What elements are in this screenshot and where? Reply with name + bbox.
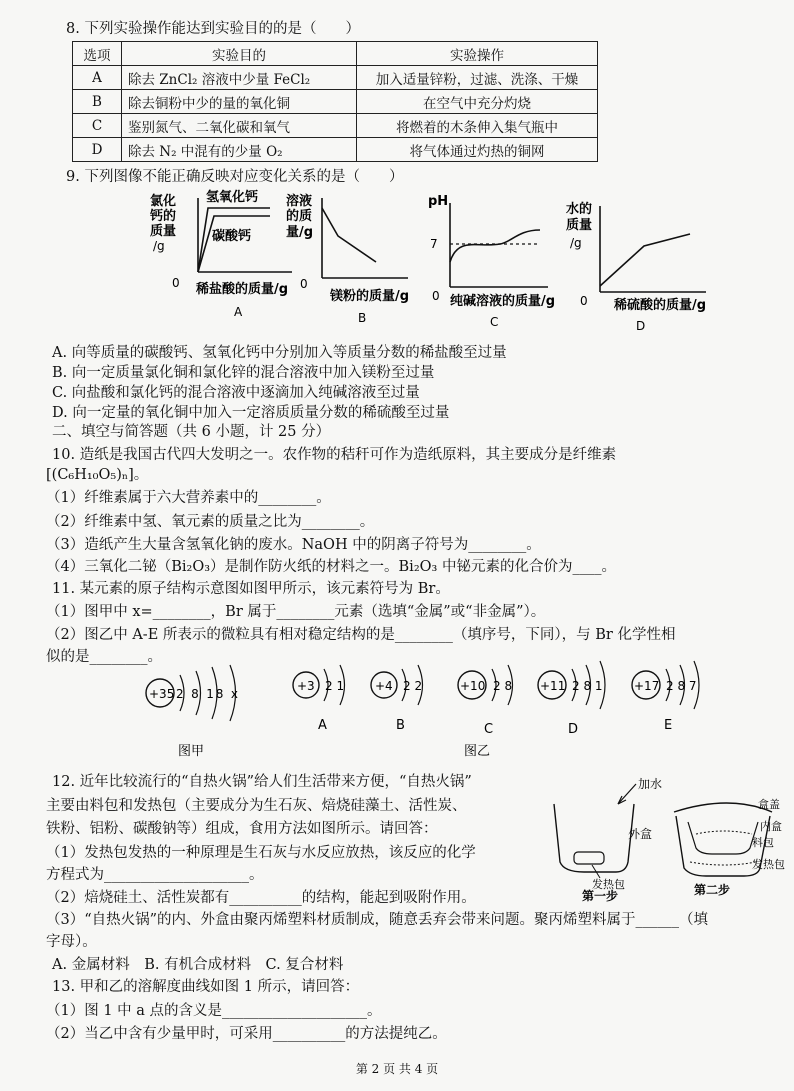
graph-c-ref: 7	[430, 237, 438, 251]
graph-d-ylabel: 水的	[566, 202, 593, 217]
q11-stem: 11. 某元素的原子结构示意图如图甲所示，该元素符号为 Br。	[52, 581, 450, 597]
graph-a	[150, 189, 292, 319]
nucleus-charge: +35	[149, 687, 175, 701]
inner-box	[688, 822, 758, 854]
row-operation: 在空气中充分灼烧	[357, 90, 598, 114]
label-heat-pack: 发热包	[592, 878, 625, 891]
q13-part-1: （1）图 1 中 a 点的含义是____________________。	[46, 1003, 382, 1019]
atom-label: C	[484, 722, 494, 737]
atom-label: B	[396, 718, 405, 733]
heat-pack	[574, 852, 604, 864]
graph-a-origin: 0	[172, 276, 180, 290]
q9-graphs	[0, 0, 794, 340]
curve-calcium-carbonate	[198, 216, 270, 272]
graph-a-curve-label: 碳酸钙	[212, 229, 252, 244]
curve-ph	[450, 230, 540, 262]
row-option: B	[73, 90, 122, 114]
graph-c-origin: 0	[432, 289, 440, 303]
q10-part-4: （4）三氧化二铋（Bi₂O₃）是制作防火纸的材料之一。Bi₂O₃ 中铋元素的化合价为____。	[46, 559, 616, 575]
atom-br	[146, 665, 238, 721]
q9-option-b: B. 向一定质量氯化铜和氯化锌的混合溶液中加入镁粉至过量	[52, 365, 435, 381]
row-goal: 除去 N₂ 中混有的少量 O₂	[122, 138, 357, 162]
row-option: D	[73, 138, 122, 162]
graph-b-xlabel: 镁粉的质量/g	[330, 289, 410, 304]
graph-d	[566, 201, 706, 333]
graph-c-xlabel: 纯碱溶液的质量/g	[450, 294, 556, 309]
graph-d-letter: D	[636, 319, 646, 333]
q10-part-1: （1）纤维素属于六大营养素中的________。	[46, 490, 331, 506]
shell-electrons: 2 1	[325, 679, 345, 693]
q9-option-a: A. 向等质量的碳酸钙、氢氧化钙中分别加入等质量分数的稀盐酸至过量	[52, 345, 507, 361]
graph-c-ylabel: pH	[428, 194, 449, 209]
atom-label: E	[664, 718, 673, 733]
q12-line-3: 铁粉、铝粉、碳酸钠等）组成，食用方法如图所示。请回答：	[46, 821, 438, 837]
q10-part-3: （3）造纸产生大量含氢氧化钠的废水。NaOH 中的阴离子符号为________。	[46, 537, 541, 553]
q12-hotpot-figure	[540, 772, 790, 902]
graph-a-ylabel: 钙的	[150, 209, 177, 224]
label-outer-box: 外盒	[628, 827, 653, 841]
shell-electrons: 2 8 1	[572, 679, 603, 693]
graph-d-origin: 0	[580, 294, 588, 308]
label-step-2: 第二步	[694, 883, 731, 897]
graph-a-unit: /g	[153, 239, 165, 253]
atom-d	[538, 661, 605, 737]
graph-c	[428, 194, 555, 329]
row-operation: 将气体通过灼热的铜网	[357, 138, 598, 162]
q13-stem: 13. 甲和乙的溶解度曲线如图 1 所示，请回答：	[52, 979, 360, 995]
shell-electrons: 2 8 18 x	[176, 687, 238, 701]
section-2-title: 二、填空与简答题（共 6 小题，计 25 分）	[52, 424, 331, 440]
atom-c	[458, 665, 513, 737]
row-goal: 除去铜粉中少的量的氧化铜	[122, 90, 357, 114]
curve-solution-mass	[322, 208, 376, 262]
q11-part-1: （1）图甲中 x=________，Br 属于________元素（选填“金属”或“非金属”）。	[46, 604, 546, 620]
shell-electrons: 2 8 7	[666, 679, 697, 693]
graph-b-ylabel: 的质	[286, 209, 313, 224]
q10-stem: 10. 造纸是我国古代四大发明之一。农作物的秸秆可作为造纸原料，其主要成分是纤维素	[52, 447, 617, 463]
shell-electrons: 2 2	[403, 679, 423, 693]
q11-part-2-cont: 似的是________。	[46, 649, 162, 665]
q10-formula: [(C₆H₁₀O₅)ₙ]。	[46, 467, 149, 483]
label-heat-pack-2: 发热包	[752, 858, 785, 871]
q9-stem: 9. 下列图像不能正确反映对应变化关系的是（ ）	[66, 169, 404, 185]
graph-d-ylabel: 质量	[566, 218, 593, 233]
nucleus-charge: +10	[460, 679, 486, 693]
label-step-1: 第一步	[582, 889, 619, 902]
q10-part-2: （2）纤维素中氢、氧元素的质量之比为________。	[46, 514, 375, 530]
graph-a-xlabel: 稀盐酸的质量/g	[196, 282, 289, 297]
row-goal: 除去 ZnCl₂ 溶液中少量 FeCl₂	[122, 66, 357, 90]
graph-d-unit: /g	[570, 236, 582, 250]
graph-b	[286, 193, 409, 325]
q11-atom-diagrams	[0, 655, 794, 765]
label-add-water: 加水	[638, 777, 663, 791]
atom-a	[293, 665, 345, 733]
page-footer: 第 2 页 共 4 页	[355, 1062, 439, 1076]
figure-label-jia: 图甲	[178, 744, 205, 759]
atom-label: A	[318, 718, 327, 733]
label-lid: 盒盖	[758, 798, 780, 811]
q9-option-c: C. 向盐酸和氯化钙的混合溶液中逐滴加入纯碱溶液至过量	[52, 385, 420, 401]
q12-part-1-cont: 方程式为____________________。	[46, 867, 264, 883]
q12-part-3: （3）“自热火锅”的内、外盒由聚丙烯塑料材质制成，随意丢弃会带来问题。聚丙烯塑料属于______（填	[46, 912, 709, 928]
graph-d-xlabel: 稀硫酸的质量/g	[614, 298, 707, 313]
graph-a-letter: A	[234, 305, 243, 319]
row-goal: 鉴别氮气、二氧化碳和氧气	[122, 114, 357, 138]
atom-b	[371, 665, 423, 733]
graph-b-origin: 0	[300, 277, 308, 291]
label-inner-box: 内盒	[760, 820, 782, 833]
graph-b-ylabel: 量/g	[286, 225, 314, 240]
graph-a-ylabel: 质量	[150, 224, 177, 239]
q13-part-2: （2）当乙中含有少量甲时，可采用__________的方法提纯乙。	[46, 1026, 447, 1042]
atom-e	[632, 661, 699, 733]
q12-line-2: 主要由料包和发热包（主要成分为生石灰、焙烧硅藻土、活性炭、	[46, 798, 467, 814]
header-option: 选项	[73, 42, 122, 66]
graph-a-curve-label: 氢氧化钙	[206, 190, 259, 205]
q12-part-1: （1）发热包发热的一种原理是生石灰与水反应放热，该反应的化学	[46, 845, 476, 861]
row-operation: 将燃着的木条伸入集气瓶中	[357, 114, 598, 138]
label-food-pack: 料包	[752, 836, 774, 849]
row-operation: 加入适量锌粉，过滤、洗涤、干燥	[357, 66, 598, 90]
q8-stem: 8. 下列实验操作能达到实验目的的是（ ）	[66, 21, 360, 37]
outer-box	[554, 804, 634, 872]
graph-b-letter: B	[358, 311, 367, 325]
nucleus-charge: +3	[297, 679, 315, 693]
q12-part-3-cont: 字母）。	[46, 934, 97, 950]
q12-part-2: （2）焙烧硅土、活性炭都有__________的结构，能起到吸附作用。	[46, 890, 476, 906]
q12-choices: A. 金属材料 B. 有机合成材料 C. 复合材料	[52, 957, 344, 973]
nucleus-charge: +11	[540, 679, 566, 693]
curve-water-mass	[600, 234, 690, 286]
q12-line-1: 12. 近年比较流行的“自热火锅”给人们生活带来方便，“自热火锅”	[52, 774, 472, 790]
atom-label: D	[568, 722, 579, 737]
shell-electrons: 2 8	[493, 679, 513, 693]
nucleus-charge: +4	[375, 679, 393, 693]
figure-label-yi: 图乙	[464, 744, 491, 759]
header-operation: 实验操作	[357, 42, 598, 66]
graph-a-ylabel: 氯化	[150, 194, 177, 209]
q9-option-d: D. 向一定量的氧化铜中加入一定溶质质量分数的稀硫酸至过量	[52, 405, 450, 421]
graph-b-ylabel: 溶液	[286, 194, 313, 209]
row-option: A	[73, 66, 122, 90]
graph-c-letter: C	[490, 315, 499, 329]
nucleus-charge: +17	[634, 679, 660, 693]
q11-part-2: （2）图乙中 A-E 所表示的微粒具有相对稳定结构的是________（填序号，下同），与 Br 化学性相	[46, 627, 676, 643]
row-option: C	[73, 114, 122, 138]
header-goal: 实验目的	[122, 42, 357, 66]
